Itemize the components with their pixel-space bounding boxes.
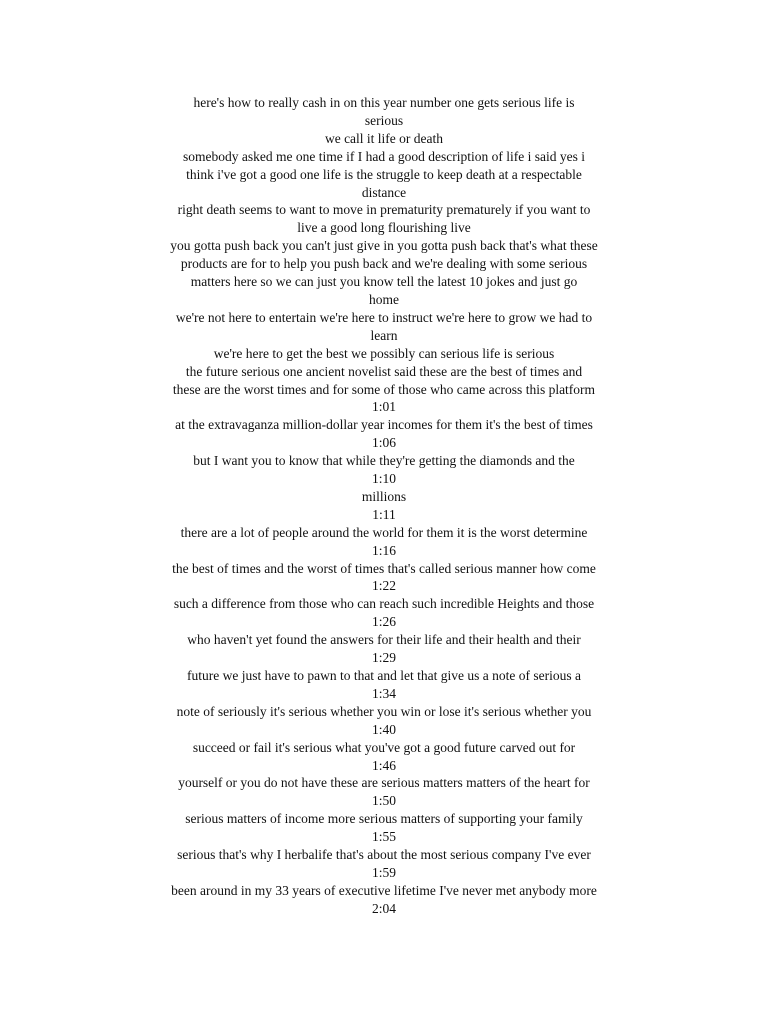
transcript-line: somebody asked me one time if I had a good description of life i said yes i — [183, 148, 585, 164]
timestamp: 1:55 — [371, 829, 396, 845]
transcript-line: serious — [364, 112, 404, 128]
timestamp: 1:50 — [371, 793, 396, 809]
timestamp: 2:04 — [371, 900, 396, 916]
transcript-line: you gotta push back you can't just give in you gotta push back that's what these — [170, 238, 598, 254]
transcript-line: matters here so we can just you know tell the latest 10 jokes and just go — [190, 274, 578, 290]
timestamp: 1:40 — [371, 721, 396, 737]
transcript-line: been around in my 33 years of executive lifetime I've never met anybody more — [171, 882, 597, 898]
timestamp: 1:06 — [371, 435, 396, 451]
transcript-line: live a good long flourishing live — [297, 220, 471, 236]
transcript-line: think i've got a good one life is the struggle to keep death at a respectable — [186, 166, 582, 182]
transcript-line: millions — [361, 488, 407, 504]
transcript-line: at the extravaganza million-dollar year incomes for them it's the best of times — [175, 417, 593, 433]
transcript-line: such a difference from those who can reach such incredible Heights and those — [173, 596, 595, 612]
timestamp: 1:59 — [371, 864, 396, 880]
timestamp: 1:46 — [371, 757, 396, 773]
timestamp: 1:01 — [371, 399, 396, 415]
transcript-line: who haven't yet found the answers for their life and their health and their — [187, 632, 581, 648]
transcript-line: there are a lot of people around the world for them it is the worst determine — [180, 524, 588, 540]
transcript-line: the best of times and the worst of times that's called serious manner how come — [172, 560, 596, 576]
transcript-line: yourself or you do not have these are serious matters matters of the heart for — [178, 775, 590, 791]
transcript-line: succeed or fail it's serious what you've got a good future carved out for — [192, 739, 576, 755]
timestamp: 1:11 — [372, 506, 396, 522]
transcript-line: these are the worst times and for some of those who came across this platform — [172, 381, 596, 397]
timestamp: 1:22 — [371, 578, 396, 594]
transcript-line: we're not here to entertain we're here to instruct we're here to grow we had to — [175, 309, 593, 325]
transcript-page — [130, 94, 638, 918]
transcript-line: note of seriously it's serious whether you win or lose it's serious whether you — [176, 703, 592, 719]
transcript-line: right death seems to want to move in prematurity prematurely if you want to — [177, 202, 591, 218]
transcript-line: home — [369, 291, 399, 307]
transcript-line: here's how to really cash in on this year number one gets serious life is — [193, 95, 575, 110]
transcript-line: distance — [361, 184, 407, 200]
timestamp: 1:34 — [371, 685, 396, 701]
transcript-line: learn — [370, 327, 398, 343]
timestamp: 1:26 — [371, 614, 396, 630]
transcript-line: we call it life or death — [324, 130, 444, 146]
transcript-line: but I want you to know that while they're getting the diamonds and the — [193, 453, 575, 469]
transcript-line: products are for to help you push back and we're dealing with some serious — [180, 256, 588, 272]
timestamp: 1:16 — [371, 542, 396, 558]
transcript-line: the future serious one ancient novelist said these are the best of times and — [185, 363, 583, 379]
transcript-line: we're here to get the best we possibly can serious life is serious — [213, 345, 555, 361]
timestamp: 1:29 — [371, 650, 396, 666]
transcript-line: serious matters of income more serious matters of supporting your family — [185, 811, 583, 827]
transcript-line: serious that's why I herbalife that's about the most serious company I've ever — [177, 847, 591, 863]
timestamp: 1:10 — [371, 471, 396, 487]
transcript-line: future we just have to pawn to that and let that give us a note of serious a — [186, 668, 582, 683]
